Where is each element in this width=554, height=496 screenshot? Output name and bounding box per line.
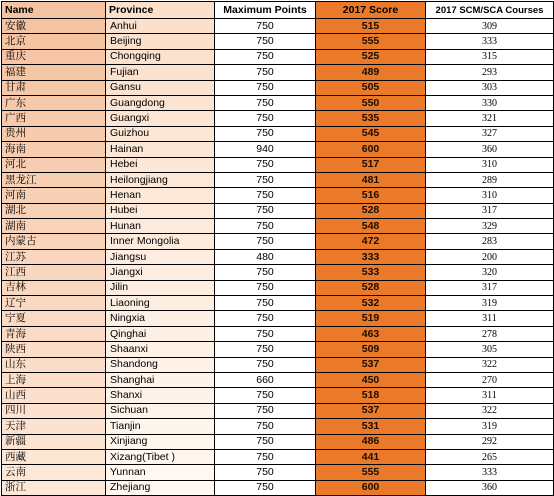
courses-cell[interactable]: 289	[426, 172, 554, 187]
header-row	[2, 2, 554, 19]
name-cell[interactable]: 湖南	[2, 219, 106, 234]
courses-cell[interactable]: 360	[426, 142, 554, 157]
name-cell[interactable]: 西藏	[2, 449, 106, 464]
courses-cell[interactable]: 327	[426, 126, 554, 141]
province-cell[interactable]: Anhui	[106, 19, 215, 34]
name-cell[interactable]: 四川	[2, 403, 106, 418]
table-row	[2, 465, 554, 480]
score-cell[interactable]: 481	[316, 172, 426, 187]
province-cell[interactable]: Shandong	[106, 357, 215, 372]
courses-cell[interactable]: 270	[426, 372, 554, 387]
table-row	[2, 203, 554, 218]
province-cell[interactable]: Inner Mongolia	[106, 234, 215, 249]
score-cell[interactable]: 505	[316, 80, 426, 95]
header-2017-courses[interactable]: 2017 SCM/SCA Courses	[426, 2, 554, 19]
province-cell[interactable]: Shaanxi	[106, 342, 215, 357]
table-row	[2, 265, 554, 280]
courses-cell[interactable]: 333	[426, 34, 554, 49]
province-cell[interactable]: Fujian	[106, 65, 215, 80]
courses-cell[interactable]: 322	[426, 403, 554, 418]
name-cell[interactable]: 青海	[2, 326, 106, 341]
name-cell[interactable]: 浙江	[2, 480, 106, 495]
name-cell[interactable]: 贵州	[2, 126, 106, 141]
score-cell[interactable]: 535	[316, 111, 426, 126]
maximum-points-cell[interactable]: 750	[215, 172, 316, 187]
courses-cell[interactable]: 360	[426, 480, 554, 495]
province-cell[interactable]: Tianjin	[106, 419, 215, 434]
maximum-points-cell[interactable]: 750	[215, 357, 316, 372]
province-cell[interactable]: Liaoning	[106, 296, 215, 311]
name-cell[interactable]: 吉林	[2, 280, 106, 295]
score-cell[interactable]: 517	[316, 157, 426, 172]
maximum-points-cell[interactable]: 750	[215, 465, 316, 480]
table-row	[2, 49, 554, 64]
maximum-points-cell[interactable]: 750	[215, 95, 316, 110]
table-row	[2, 296, 554, 311]
province-cell[interactable]: Qinghai	[106, 326, 215, 341]
maximum-points-cell[interactable]: 750	[215, 34, 316, 49]
score-cell[interactable]: 550	[316, 95, 426, 110]
score-cell[interactable]: 545	[316, 126, 426, 141]
score-cell[interactable]: 519	[316, 311, 426, 326]
name-cell[interactable]: 安徽	[2, 19, 106, 34]
maximum-points-cell[interactable]: 750	[215, 419, 316, 434]
score-cell[interactable]: 516	[316, 188, 426, 203]
score-cell[interactable]: 450	[316, 372, 426, 387]
maximum-points-cell[interactable]: 750	[215, 49, 316, 64]
maximum-points-cell[interactable]: 750	[215, 480, 316, 495]
score-cell[interactable]: 537	[316, 403, 426, 418]
table-row	[2, 126, 554, 141]
score-cell[interactable]: 486	[316, 434, 426, 449]
score-cell[interactable]: 533	[316, 265, 426, 280]
province-cell[interactable]: Jiangsu	[106, 249, 215, 264]
table-row	[2, 80, 554, 95]
header-2017-score[interactable]: 2017 Score	[316, 2, 426, 19]
table-row	[2, 419, 554, 434]
maximum-points-cell[interactable]: 750	[215, 234, 316, 249]
name-cell[interactable]: 河北	[2, 157, 106, 172]
province-cell[interactable]: Chongqing	[106, 49, 215, 64]
courses-cell[interactable]: 322	[426, 357, 554, 372]
courses-cell[interactable]: 292	[426, 434, 554, 449]
name-cell[interactable]: 江西	[2, 265, 106, 280]
table-body	[2, 19, 554, 496]
province-cell[interactable]: Xizang(Tibet )	[106, 449, 215, 464]
courses-cell[interactable]: 283	[426, 234, 554, 249]
maximum-points-cell[interactable]: 750	[215, 326, 316, 341]
courses-cell[interactable]: 330	[426, 95, 554, 110]
table-row	[2, 142, 554, 157]
table-row	[2, 372, 554, 387]
province-cell[interactable]: Gansu	[106, 80, 215, 95]
table-row	[2, 65, 554, 80]
score-cell[interactable]: 463	[316, 326, 426, 341]
table-row	[2, 311, 554, 326]
table-row	[2, 157, 554, 172]
score-cell[interactable]: 548	[316, 219, 426, 234]
table-row	[2, 480, 554, 495]
name-cell[interactable]: 广西	[2, 111, 106, 126]
name-cell[interactable]: 山西	[2, 388, 106, 403]
courses-cell[interactable]: 265	[426, 449, 554, 464]
courses-cell[interactable]: 317	[426, 203, 554, 218]
score-cell[interactable]: 472	[316, 234, 426, 249]
province-cell[interactable]: Shanxi	[106, 388, 215, 403]
province-cell[interactable]: Hubei	[106, 203, 215, 218]
maximum-points-cell[interactable]: 660	[215, 372, 316, 387]
courses-cell[interactable]: 319	[426, 296, 554, 311]
province-cell[interactable]: Sichuan	[106, 403, 215, 418]
maximum-points-cell[interactable]: 480	[215, 249, 316, 264]
maximum-points-cell[interactable]: 750	[215, 280, 316, 295]
name-cell[interactable]: 天津	[2, 419, 106, 434]
name-cell[interactable]: 内蒙古	[2, 234, 106, 249]
name-cell[interactable]: 辽宁	[2, 296, 106, 311]
table-row	[2, 234, 554, 249]
province-cell[interactable]: Hainan	[106, 142, 215, 157]
table-row	[2, 403, 554, 418]
province-cell[interactable]: Guizhou	[106, 126, 215, 141]
name-cell[interactable]: 北京	[2, 34, 106, 49]
name-cell[interactable]: 重庆	[2, 49, 106, 64]
name-cell[interactable]: 海南	[2, 142, 106, 157]
maximum-points-cell[interactable]: 750	[215, 311, 316, 326]
table-row	[2, 172, 554, 187]
courses-cell[interactable]: 310	[426, 157, 554, 172]
province-cell[interactable]: Shanghai	[106, 372, 215, 387]
maximum-points-cell[interactable]: 750	[215, 449, 316, 464]
courses-cell[interactable]: 311	[426, 311, 554, 326]
maximum-points-cell[interactable]: 750	[215, 203, 316, 218]
score-cell[interactable]: 333	[316, 249, 426, 264]
name-cell[interactable]: 新疆	[2, 434, 106, 449]
courses-cell[interactable]: 333	[426, 465, 554, 480]
score-cell[interactable]: 489	[316, 65, 426, 80]
courses-cell[interactable]: 317	[426, 280, 554, 295]
province-cell[interactable]: Jiangxi	[106, 265, 215, 280]
table-row	[2, 19, 554, 34]
table-row	[2, 280, 554, 295]
name-cell[interactable]: 江苏	[2, 249, 106, 264]
maximum-points-cell[interactable]: 750	[215, 388, 316, 403]
table-row	[2, 388, 554, 403]
province-cell[interactable]: Xinjiang	[106, 434, 215, 449]
score-cell[interactable]: 441	[316, 449, 426, 464]
table-row	[2, 449, 554, 464]
province-cell[interactable]: Jilin	[106, 280, 215, 295]
table-row	[2, 219, 554, 234]
name-cell[interactable]: 陕西	[2, 342, 106, 357]
courses-cell[interactable]: 320	[426, 265, 554, 280]
province-cell[interactable]: Heilongjiang	[106, 172, 215, 187]
maximum-points-cell[interactable]: 750	[215, 403, 316, 418]
maximum-points-cell[interactable]: 750	[215, 434, 316, 449]
table-row	[2, 434, 554, 449]
name-cell[interactable]: 黑龙江	[2, 172, 106, 187]
name-cell[interactable]: 云南	[2, 465, 106, 480]
province-cell[interactable]: Beijing	[106, 34, 215, 49]
table-row	[2, 95, 554, 110]
province-cell[interactable]: Guangxi	[106, 111, 215, 126]
courses-cell[interactable]: 278	[426, 326, 554, 341]
courses-cell[interactable]: 303	[426, 80, 554, 95]
table-row	[2, 357, 554, 372]
header-maximum-points[interactable]: Maximum Points	[215, 2, 316, 19]
score-cell[interactable]: 528	[316, 280, 426, 295]
province-cell[interactable]: Hunan	[106, 219, 215, 234]
score-table	[1, 1, 554, 496]
courses-cell[interactable]: 305	[426, 342, 554, 357]
score-cell[interactable]: 600	[316, 480, 426, 495]
table-row	[2, 249, 554, 264]
maximum-points-cell[interactable]: 750	[215, 265, 316, 280]
name-cell[interactable]: 甘肃	[2, 80, 106, 95]
score-cell[interactable]: 518	[316, 388, 426, 403]
courses-cell[interactable]: 329	[426, 219, 554, 234]
maximum-points-cell[interactable]: 750	[215, 80, 316, 95]
score-cell[interactable]: 509	[316, 342, 426, 357]
score-cell[interactable]: 525	[316, 49, 426, 64]
table-row	[2, 342, 554, 357]
table-row	[2, 326, 554, 341]
table-row	[2, 188, 554, 203]
name-cell[interactable]: 福建	[2, 65, 106, 80]
maximum-points-cell[interactable]: 940	[215, 142, 316, 157]
maximum-points-cell[interactable]: 750	[215, 219, 316, 234]
courses-cell[interactable]: 319	[426, 419, 554, 434]
name-cell[interactable]: 山东	[2, 357, 106, 372]
score-cell[interactable]: 532	[316, 296, 426, 311]
name-cell[interactable]: 广东	[2, 95, 106, 110]
score-cell[interactable]: 528	[316, 203, 426, 218]
maximum-points-cell[interactable]: 750	[215, 157, 316, 172]
score-cell[interactable]: 555	[316, 34, 426, 49]
province-cell[interactable]: Yunnan	[106, 465, 215, 480]
score-cell[interactable]: 600	[316, 142, 426, 157]
province-cell[interactable]: Zhejiang	[106, 480, 215, 495]
province-cell[interactable]: Guangdong	[106, 95, 215, 110]
score-cell[interactable]: 537	[316, 357, 426, 372]
header-province[interactable]: Province	[106, 2, 215, 19]
province-cell[interactable]: Ningxia	[106, 311, 215, 326]
name-cell[interactable]: 上海	[2, 372, 106, 387]
maximum-points-cell[interactable]: 750	[215, 65, 316, 80]
table-row	[2, 34, 554, 49]
maximum-points-cell[interactable]: 750	[215, 188, 316, 203]
courses-cell[interactable]: 311	[426, 388, 554, 403]
header-name[interactable]: Name	[2, 2, 106, 19]
courses-cell[interactable]: 321	[426, 111, 554, 126]
maximum-points-cell[interactable]: 750	[215, 126, 316, 141]
province-cell[interactable]: Hebei	[106, 157, 215, 172]
name-cell[interactable]: 宁夏	[2, 311, 106, 326]
maximum-points-cell[interactable]: 750	[215, 111, 316, 126]
score-cell[interactable]: 515	[316, 19, 426, 34]
score-cell[interactable]: 555	[316, 465, 426, 480]
table-row	[2, 111, 554, 126]
name-cell[interactable]: 河南	[2, 188, 106, 203]
name-cell[interactable]: 湖北	[2, 203, 106, 218]
maximum-points-cell[interactable]: 750	[215, 19, 316, 34]
score-cell[interactable]: 531	[316, 419, 426, 434]
courses-cell[interactable]: 293	[426, 65, 554, 80]
courses-cell[interactable]: 200	[426, 249, 554, 264]
province-cell[interactable]: Henan	[106, 188, 215, 203]
courses-cell[interactable]: 315	[426, 49, 554, 64]
courses-cell[interactable]: 309	[426, 19, 554, 34]
maximum-points-cell[interactable]: 750	[215, 342, 316, 357]
courses-cell[interactable]: 310	[426, 188, 554, 203]
maximum-points-cell[interactable]: 750	[215, 296, 316, 311]
